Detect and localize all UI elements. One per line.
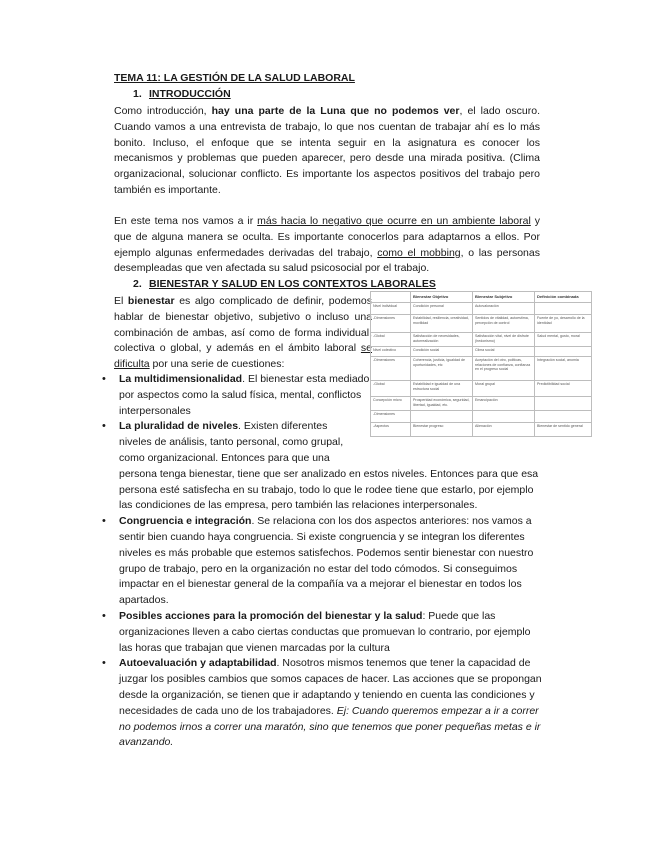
table-cell: Estabilidad e igualdad de una estructura social — [411, 381, 473, 397]
table-row — [371, 381, 592, 397]
text-run: : Puede que las organizaciones lleven a cabo ciertas conductas que promuevan lo contrario, por ejemplo las horas que trabajan que vienen marcadas por la cultura — [119, 609, 531, 654]
table-header-row — [371, 292, 592, 303]
intro-paragraph-1 — [114, 104, 540, 199]
text-run: por una serie de cuestiones: — [149, 358, 285, 371]
section-heading-text: INTRODUCCIÓN — [149, 88, 231, 100]
table-cell: -Global — [371, 381, 411, 397]
bullet-icon: • — [102, 373, 106, 385]
text-run: . El bienestar esta mediado por aspectos como la salud física, mental, conflictos interpersonales — [119, 373, 370, 417]
section-heading-intro — [133, 88, 231, 100]
italic-example: Ej: Cuando queremos empezar a ir a correr no podemos irnos a correr una maratón, sino que tenemos que poner pequeñas metas e ir avanzando. — [119, 704, 541, 749]
text-run: Como introducción, — [114, 105, 212, 117]
text-run: . Existen diferentes niveles de análisis, tanto personal, como grupal, como organizacional. Entonces para que una persona tenga bienestar, tiene que ser analizado en estos niveles. Entonces para que esa persona esté satisfecha en su trabajo, todo lo que le rodee tiene que estarlo, por ejemplo las condiciones de las empresa, pero también las relaciones interpersonales. — [119, 420, 539, 512]
table-row — [371, 411, 592, 423]
bold-phrase: bienestar — [127, 295, 175, 307]
bold-phrase: Congruencia e integración — [119, 515, 252, 528]
text-run: . Se relaciona con los dos aspectos anteriores: nos vamos a sentir bien cuando haya congruencia. Si existe congruencia y se integran los diferentes niveles es más probable que estemos satisfechos. Podemos sentir bienestar con nuestro grupo de trabajo, pero en la organización no estar del todo cómodos. Si conseguimos impactar en el bienestar general de la compañía va a mejorar el bienestar en todos los apartados. — [119, 515, 534, 607]
table-cell: Autovaloración — [473, 303, 535, 315]
table-header-cell: Definición combinada — [535, 292, 592, 303]
table-cell: Aceptación del otro, políticas, relaciones de confianza, confianza en el progreso social — [473, 357, 535, 381]
table-cell: Emancipación — [473, 397, 535, 411]
list-item — [100, 656, 545, 751]
table-cell: Clima social — [473, 347, 535, 357]
bullet-icon: • — [102, 515, 106, 528]
bold-phrase: Autoevaluación y adaptabilidad — [119, 657, 277, 670]
table-cell: Alienación — [473, 423, 535, 437]
underlined-phrase: se dificulta — [114, 342, 372, 371]
table-header-cell: Bienestar Objetivo — [411, 292, 473, 303]
table-cell — [535, 411, 592, 423]
table-cell: Nivel colectivo — [371, 347, 411, 357]
table-cell: -Global — [371, 333, 411, 347]
table-cell: Sentidos de vitalidad, autoestima, percepción de control — [473, 315, 535, 333]
table-cell: Satisfacción vital, nivel de disfrute (hedonismo) — [473, 333, 535, 347]
table-cell: Integración social, anomia — [535, 357, 592, 381]
table-cell: Bienestar de sentido general — [535, 423, 592, 437]
table-cell — [535, 347, 592, 357]
table-header-cell — [371, 292, 411, 303]
table-cell: Satisfacción de necesidades, autorrealización — [411, 333, 473, 347]
table-row — [371, 397, 592, 411]
page-title: TEMA 11: LA GESTIÓN DE LA SALUD LABORAL — [114, 72, 355, 84]
table-row — [371, 357, 592, 381]
table-cell: Bienestar progreso — [411, 423, 473, 437]
list-item — [100, 372, 372, 419]
text-run: es algo complicado de definir, podemos hablar de bienestar objetivo, subjetivo o incluso una combinación de ambas, así como de forma individual, colectiva o global, y además en el ámbito laboral — [114, 295, 372, 355]
table-cell: Condición social — [411, 347, 473, 357]
table-row — [371, 423, 592, 437]
bold-phrase: Posibles acciones para la promoción del bienestar y la salud — [119, 609, 423, 622]
intro-paragraph-2 — [114, 214, 540, 277]
text-run: y que de alguna manera se oculta. Es importante conocerlos para adaptarnos a ellos. Por ejemplo algunas enfermedades derivadas del trabajo, — [114, 215, 541, 259]
bullet-icon: • — [102, 657, 106, 670]
wellbeing-table-image — [370, 291, 591, 453]
section-heading-text: BIENESTAR Y SALUD EN LOS CONTEXTOS LABORALES — [149, 278, 436, 290]
table-cell: Salud mental, gusto, moral — [535, 333, 592, 347]
bold-phrase: La multidimensionalidad — [119, 373, 243, 385]
table-row — [371, 333, 592, 347]
wellbeing-table — [370, 291, 592, 437]
section-number: 1. — [133, 88, 142, 100]
text-run: , el lado oscuro. Cuando vamos a una entrevista de trabajo, lo que nos cuentan de trabajar ahí es lo más bonito. Incluso, el enfoque que se intenta seguir en la asignatura es conocer los mecanismos y problemas que pueden aparecer, pero desde una mirada positiva. (Clima organizacional, solucionar conflicto. Es importante los aspectos positivos del trabajo pero también es importante. — [114, 105, 540, 196]
text-run: . Nosotros mismos tenemos que tener la capacidad de juzgar los posibles cambios que somos capaces de hacer. Las acciones que se propongan desde la organización, se tienen que ir adaptando y teniendo en cuenta las condiciones y necesidades de cada uno de los trabajadores. — [119, 657, 542, 717]
table-cell: Prosperidad económica, seguridad, libertad, igualdad, etc. — [411, 397, 473, 411]
table-cell — [411, 411, 473, 423]
table-row — [371, 315, 592, 333]
bullet-icon: • — [102, 420, 106, 433]
table-row — [371, 347, 592, 357]
table-header-cell: Bienestar Subjetivo — [473, 292, 535, 303]
table-cell: Fuente de yo, desarrollo de la identidad — [535, 315, 592, 333]
underlined-phrase: más hacia lo negativo que ocurre en un ambiente laboral — [257, 215, 531, 227]
list-item — [100, 609, 545, 656]
bold-phrase: hay una parte de la Luna que no podemos ver — [211, 105, 460, 117]
bold-phrase: La pluralidad de niveles — [119, 420, 239, 433]
section-number: 2. — [133, 278, 142, 290]
table-cell — [473, 411, 535, 423]
table-cell: -Dimensiones — [371, 411, 411, 423]
table-cell: -Dimensiones — [371, 315, 411, 333]
bullet-icon: • — [102, 609, 106, 622]
table-row — [371, 303, 592, 315]
table-cell: Coherencia, justicia, igualdad de oportunidades, etc — [411, 357, 473, 381]
table-cell: Concepción micro — [371, 397, 411, 411]
table-cell: Predictibilidad social — [535, 381, 592, 397]
text-run: , o las personas desempleadas que ven afectada su salud psicosocial por el trabajo. — [114, 246, 540, 275]
bienestar-paragraph — [114, 294, 372, 373]
table-cell: -Dimensiones — [371, 357, 411, 381]
table-cell: Nivel individual — [371, 303, 411, 315]
text-run: El — [114, 295, 128, 307]
text-run: En este tema nos vamos a ir — [114, 215, 258, 227]
table-cell — [535, 397, 592, 411]
section-heading-bienestar — [133, 278, 436, 290]
table-cell: -Aspectos — [371, 423, 411, 437]
list-item — [100, 514, 545, 609]
table-cell: Estabilidad, resiliencia, creatividad, movilidad — [411, 315, 473, 333]
underlined-phrase: como el mobbing — [377, 246, 461, 259]
table-cell: Condición personal — [411, 303, 473, 315]
table-body — [371, 303, 592, 437]
table-cell: Moral grupal — [473, 381, 535, 397]
table-cell — [535, 303, 592, 315]
